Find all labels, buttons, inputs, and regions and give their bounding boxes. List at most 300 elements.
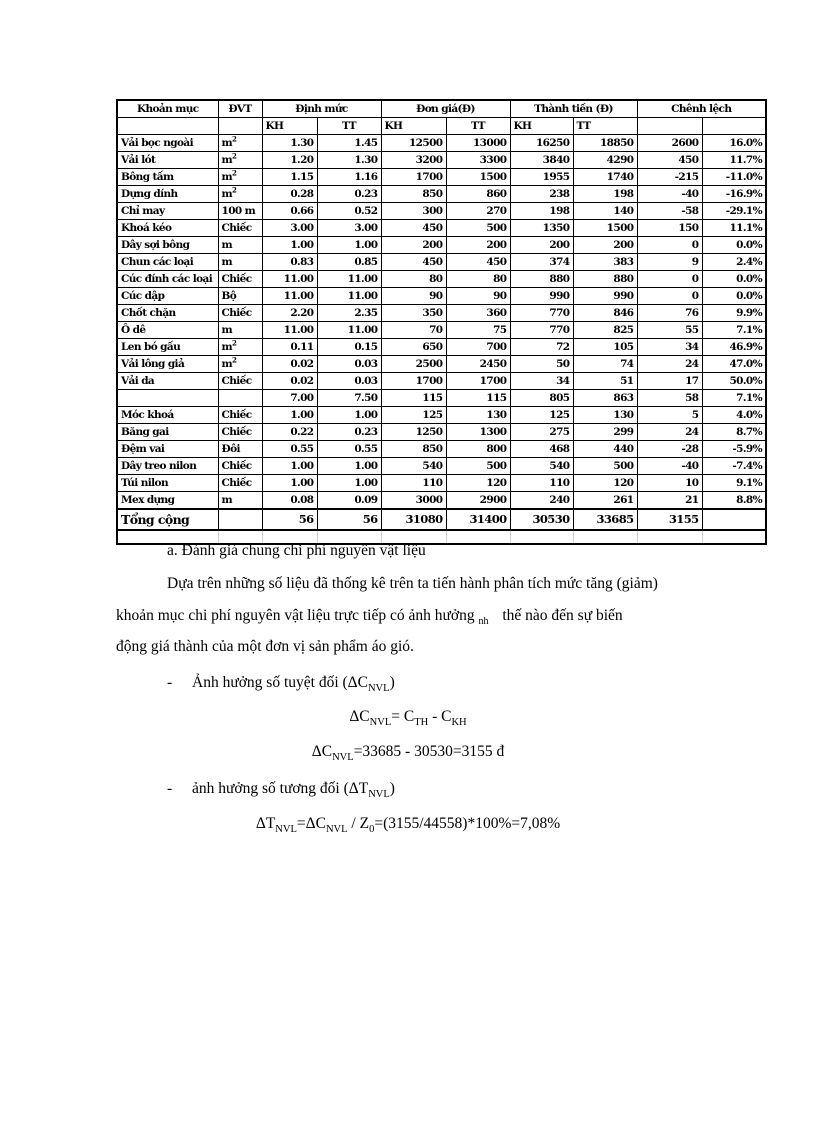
header-amount-kh: KH [510, 118, 573, 135]
price-kh-text: 1700 [415, 374, 443, 387]
amount-tt-text: 299 [613, 425, 634, 438]
diff-percent-text: 16.0% [729, 136, 762, 149]
item-name-text: Túi nilon [121, 476, 168, 489]
cell-amount-tt [573, 339, 637, 356]
cell-price-kh [381, 288, 446, 305]
norm-kh-text: 2.20 [290, 306, 314, 319]
amount-tt-text: 846 [613, 306, 634, 319]
cell-diff-percent [702, 237, 766, 254]
table-row [117, 407, 766, 424]
cell-diff-percent [702, 152, 766, 169]
norm-tt-text: 7.50 [354, 391, 378, 404]
formula-1-mid: = C [391, 708, 415, 725]
cell-norm-kh [262, 492, 317, 510]
cell-amount-kh [510, 339, 573, 356]
cell-price-kh [381, 475, 446, 492]
norm-kh-text: 0.83 [290, 255, 314, 268]
amount-kh-text: 240 [549, 493, 570, 506]
amount-kh-text: 72 [556, 340, 570, 353]
cell-diff-value [637, 390, 702, 407]
cell-norm-kh [262, 339, 317, 356]
table-row [117, 305, 766, 322]
price-kh-text: 115 [422, 391, 443, 404]
price-kh-text: 70 [429, 323, 443, 336]
header-amount: Thành tiền (Đ) [510, 100, 637, 118]
cell-price-kh [381, 237, 446, 254]
amount-tt-text: 198 [613, 187, 634, 200]
diff-value-text: -40 [681, 187, 699, 200]
table-row [117, 186, 766, 203]
cell-diff-percent [702, 169, 766, 186]
amount-tt-text: 863 [613, 391, 634, 404]
paragraph-line-2-b: thế nào đến sự biến [502, 607, 623, 624]
item-name-text: Dựng dính [121, 187, 178, 200]
item-unit-text: m [221, 153, 233, 166]
norm-kh-text: 0.66 [290, 204, 314, 217]
norm-tt-text: 11.00 [347, 272, 378, 285]
price-tt-text: 75 [493, 323, 507, 336]
header-price: Đơn giá(Đ) [381, 100, 510, 118]
item-unit-text: m [221, 357, 233, 370]
total-price-kh: 31080 [381, 509, 446, 530]
norm-tt-text: 1.00 [354, 408, 378, 421]
cell-item-name [117, 203, 218, 220]
header-blank [117, 118, 218, 135]
cell-diff-value [637, 203, 702, 220]
cell-price-kh [381, 390, 446, 407]
norm-tt-text: 0.55 [354, 442, 378, 455]
norm-kh-text: 11.00 [283, 272, 314, 285]
cell-diff-percent [702, 424, 766, 441]
item-name-text: Cúc đính các loại [121, 272, 213, 285]
price-kh-text: 110 [422, 476, 443, 489]
cell-diff-percent [702, 254, 766, 271]
header-price-tt: TT [446, 118, 510, 135]
cell-item-unit [218, 152, 262, 169]
cell-norm-tt [317, 407, 381, 424]
item-unit-text: m [221, 238, 233, 251]
cell-norm-kh [262, 203, 317, 220]
cell-price-kh [381, 356, 446, 373]
price-kh-text: 2500 [415, 357, 443, 370]
formula-3-b-sub: NVL [325, 824, 348, 836]
cell-diff-value [637, 305, 702, 322]
norm-tt-text: 0.23 [354, 425, 378, 438]
cell-amount-kh [510, 424, 573, 441]
cell-item-unit [218, 254, 262, 271]
item-unit-text: Chiếc [221, 374, 252, 387]
norm-tt-text: 1.00 [354, 476, 378, 489]
price-kh-text: 3200 [415, 153, 443, 166]
diff-value-text: 2600 [671, 136, 699, 149]
cell-item-unit [218, 169, 262, 186]
cell-norm-tt [317, 322, 381, 339]
amount-kh-text: 540 [549, 459, 570, 472]
header-amount-tt: TT [573, 118, 637, 135]
item-unit-text: Chiếc [221, 425, 252, 438]
absolute-effect-label [192, 674, 395, 694]
amount-tt-text: 105 [613, 340, 634, 353]
cell-amount-kh [510, 407, 573, 424]
cell-amount-kh [510, 254, 573, 271]
cell-diff-percent [702, 203, 766, 220]
cell-diff-percent [702, 288, 766, 305]
cell-price-tt [446, 458, 510, 475]
cell-price-kh [381, 373, 446, 390]
price-tt-text: 200 [486, 238, 507, 251]
amount-kh-text: 125 [549, 408, 570, 421]
absolute-effect-text: Ảnh hưởng số tuyệt đối (ΔC [192, 674, 368, 691]
diff-value-text: 55 [685, 323, 699, 336]
price-kh-text: 350 [422, 306, 443, 319]
absolute-effect-sub: NVL [367, 683, 390, 695]
cell-amount-kh [510, 169, 573, 186]
price-tt-text: 1500 [479, 170, 507, 183]
item-name-text: Cúc dập [121, 289, 165, 302]
cell-amount-tt [573, 356, 637, 373]
price-tt-text: 450 [486, 255, 507, 268]
formula-delta-c-value [0, 743, 816, 763]
cell-diff-value [637, 339, 702, 356]
table-row [117, 339, 766, 356]
cell-price-kh [381, 135, 446, 152]
item-unit-text: 100 m [221, 204, 256, 217]
cell-item-unit [218, 407, 262, 424]
cell-diff-percent [702, 322, 766, 339]
norm-kh-text: 1.00 [290, 408, 314, 421]
price-tt-text: 2900 [479, 493, 507, 506]
item-unit-text: m [221, 170, 233, 183]
cell-norm-kh [262, 424, 317, 441]
diff-percent-text: 4.0% [736, 408, 762, 421]
total-label: Tổng cộng [117, 509, 218, 530]
formula-1-mid-sub: TH [414, 717, 429, 729]
item-unit-text: m [221, 136, 233, 149]
formula-3-a-sub: NVL [275, 824, 297, 836]
header-row-1 [117, 100, 766, 118]
cell-price-tt [446, 305, 510, 322]
cell-norm-tt [317, 135, 381, 152]
header-norm: Định mức [262, 100, 381, 118]
norm-kh-text: 11.00 [283, 289, 314, 302]
diff-value-text: 0 [691, 289, 699, 302]
cell-norm-tt [317, 254, 381, 271]
cell-item-name [117, 390, 218, 407]
item-unit-text: Chiếc [221, 221, 252, 234]
cell-diff-percent [702, 407, 766, 424]
diff-value-text: 0 [691, 238, 699, 251]
cell-amount-tt [573, 322, 637, 339]
item-unit-text: Chiếc [221, 476, 252, 489]
cell-amount-kh [510, 373, 573, 390]
cell-price-tt [446, 271, 510, 288]
amount-tt-text: 440 [613, 442, 634, 455]
cell-price-kh [381, 152, 446, 169]
norm-tt-text: 1.00 [354, 459, 378, 472]
amount-kh-text: 1350 [542, 221, 570, 234]
norm-tt-text: 11.00 [347, 323, 378, 336]
cell-diff-value [637, 424, 702, 441]
cell-amount-kh [510, 458, 573, 475]
item-unit-text: m [221, 323, 233, 336]
diff-percent-text: 9.1% [736, 476, 762, 489]
cell-price-tt [446, 441, 510, 458]
cell-amount-kh [510, 237, 573, 254]
cell-item-unit [218, 458, 262, 475]
cell-diff-value [637, 169, 702, 186]
cell-diff-value [637, 186, 702, 203]
amount-tt-text: 74 [620, 357, 634, 370]
price-tt-text: 360 [486, 306, 507, 319]
table-row [117, 135, 766, 152]
cell-amount-kh [510, 220, 573, 237]
norm-kh-text: 1.00 [290, 459, 314, 472]
amount-kh-text: 468 [549, 442, 570, 455]
cell-item-unit [218, 441, 262, 458]
cell-price-tt [446, 390, 510, 407]
amount-tt-text: 1500 [606, 221, 634, 234]
table-row [117, 475, 766, 492]
item-unit-text: Chiếc [221, 408, 252, 421]
item-unit-text: m [221, 340, 233, 353]
cell-norm-tt [317, 475, 381, 492]
table-row [117, 424, 766, 441]
unit-superscript: 2 [232, 134, 237, 143]
diff-value-text: 17 [685, 374, 699, 387]
amount-tt-text: 4290 [606, 153, 634, 166]
diff-value-text: 24 [685, 357, 699, 370]
price-kh-text: 90 [429, 289, 443, 302]
cell-item-name [117, 356, 218, 373]
cell-diff-percent [702, 458, 766, 475]
price-tt-text: 80 [493, 272, 507, 285]
paragraph-line-1: Dựa trên những số liệu đã thống kê trên ta tiến hành phân tích mức tăng (giảm) [167, 575, 658, 592]
cell-item-unit [218, 186, 262, 203]
diff-value-text: 34 [685, 340, 699, 353]
cell-price-kh [381, 492, 446, 510]
norm-tt-text: 0.09 [354, 493, 378, 506]
cell-diff-percent [702, 441, 766, 458]
cell-item-name [117, 152, 218, 169]
paragraph-line-2 [116, 607, 623, 627]
item-unit-text: Đôi [221, 442, 240, 455]
cell-norm-tt [317, 203, 381, 220]
cell-amount-tt [573, 135, 637, 152]
amount-tt-text: 18850 [599, 136, 634, 149]
cell-item-unit [218, 424, 262, 441]
cell-amount-tt [573, 152, 637, 169]
norm-kh-text: 1.15 [290, 170, 314, 183]
cell-item-name [117, 305, 218, 322]
paragraph-line-2-sub: nh [478, 616, 489, 627]
amount-kh-text: 198 [549, 204, 570, 217]
cell-item-unit [218, 356, 262, 373]
cell-amount-tt [573, 186, 637, 203]
cell-item-name [117, 441, 218, 458]
relative-effect-sub: NVL [368, 789, 390, 801]
cell-amount-tt [573, 288, 637, 305]
cell-diff-percent [702, 475, 766, 492]
cell-item-name [117, 220, 218, 237]
item-name-text: Chốt chặn [121, 306, 176, 319]
cell-item-unit [218, 220, 262, 237]
cell-amount-kh [510, 475, 573, 492]
cell-amount-kh [510, 441, 573, 458]
cell-amount-tt [573, 169, 637, 186]
amount-kh-text: 50 [556, 357, 570, 370]
price-kh-text: 850 [422, 187, 443, 200]
unit-superscript: 2 [232, 338, 237, 347]
total-amount-kh: 30530 [510, 509, 573, 530]
amount-tt-text: 500 [613, 459, 634, 472]
amount-tt-text: 1740 [606, 170, 634, 183]
cell-item-name [117, 407, 218, 424]
cell-price-kh [381, 458, 446, 475]
item-name-text: Khoá kéo [121, 221, 172, 234]
cell-diff-percent [702, 305, 766, 322]
unit-superscript: 2 [232, 151, 237, 160]
cell-amount-kh [510, 288, 573, 305]
cell-amount-tt [573, 220, 637, 237]
price-tt-text: 500 [486, 221, 507, 234]
cell-amount-tt [573, 475, 637, 492]
cell-norm-kh [262, 373, 317, 390]
norm-tt-text: 0.23 [354, 187, 378, 200]
diff-value-text: -58 [681, 204, 699, 217]
norm-tt-text: 3.00 [354, 221, 378, 234]
item-unit-text: Chiếc [221, 272, 252, 285]
price-kh-text: 1700 [415, 170, 443, 183]
cell-norm-tt [317, 373, 381, 390]
norm-kh-text: 3.00 [290, 221, 314, 234]
cell-price-kh [381, 203, 446, 220]
price-kh-text: 200 [422, 238, 443, 251]
cell-price-tt [446, 237, 510, 254]
item-name-text: Băng gai [121, 425, 169, 438]
table-row [117, 458, 766, 475]
formula-2-rest: =33685 - 30530=3155 đ [353, 743, 505, 760]
diff-percent-text: 0.0% [736, 272, 762, 285]
cell-amount-tt [573, 305, 637, 322]
norm-kh-text: 1.00 [290, 238, 314, 251]
unit-superscript: 2 [232, 355, 237, 364]
price-tt-text: 13000 [472, 136, 507, 149]
cell-price-kh [381, 254, 446, 271]
formula-delta-c [0, 708, 816, 728]
table-row [117, 492, 766, 510]
diff-value-text: 5 [691, 408, 699, 421]
cell-item-name [117, 254, 218, 271]
cell-norm-kh [262, 288, 317, 305]
formula-3-c: / Z [347, 815, 370, 832]
paragraph-line-2-a: khoản mục chi phí nguyên vật liệu trực tiếp có ảnh hưởng [116, 607, 475, 624]
table-row [117, 152, 766, 169]
cell-amount-tt [573, 237, 637, 254]
cell-norm-tt [317, 152, 381, 169]
norm-kh-text: 1.20 [290, 153, 314, 166]
cell-price-tt [446, 254, 510, 271]
amount-tt-text: 261 [613, 493, 634, 506]
cell-item-unit [218, 492, 262, 510]
cell-item-name [117, 271, 218, 288]
table-row [117, 169, 766, 186]
unit-superscript: 2 [232, 185, 237, 194]
amount-kh-text: 238 [549, 187, 570, 200]
table-row [117, 390, 766, 407]
cell-item-unit [218, 475, 262, 492]
total-unit [218, 509, 262, 530]
norm-tt-text: 1.45 [354, 136, 378, 149]
price-kh-text: 3000 [415, 493, 443, 506]
diff-value-text: 150 [678, 221, 699, 234]
amount-tt-text: 825 [613, 323, 634, 336]
diff-percent-text: 47.0% [729, 357, 762, 370]
cell-item-name [117, 339, 218, 356]
cell-item-name [117, 186, 218, 203]
item-name-text: Dây sợi bông [121, 238, 190, 251]
amount-tt-text: 880 [613, 272, 634, 285]
table-row [117, 271, 766, 288]
header-item: Khoản mục [117, 100, 218, 118]
table-row [117, 322, 766, 339]
cell-item-unit [218, 203, 262, 220]
table-row [117, 203, 766, 220]
diff-value-text: 58 [685, 391, 699, 404]
cell-norm-kh [262, 254, 317, 271]
cell-item-unit [218, 135, 262, 152]
cell-norm-kh [262, 169, 317, 186]
amount-kh-text: 275 [549, 425, 570, 438]
cell-norm-tt [317, 237, 381, 254]
formula-1-left: ΔC [349, 708, 370, 725]
amount-kh-text: 374 [549, 255, 570, 268]
cell-price-tt [446, 203, 510, 220]
cell-diff-value [637, 220, 702, 237]
cell-item-name [117, 458, 218, 475]
cell-price-tt [446, 373, 510, 390]
diff-value-text: -40 [681, 459, 699, 472]
cell-amount-tt [573, 458, 637, 475]
cell-diff-percent [702, 186, 766, 203]
cell-norm-kh [262, 322, 317, 339]
header-price-kh: KH [381, 118, 446, 135]
cell-diff-value [637, 288, 702, 305]
formula-1-right-sub: KH [451, 717, 467, 729]
amount-kh-text: 34 [556, 374, 570, 387]
cell-amount-tt [573, 203, 637, 220]
price-tt-text: 90 [493, 289, 507, 302]
norm-kh-text: 0.11 [290, 340, 314, 353]
paragraph-line-3: động giá thành của một đơn vị sản phẩm áo gió. [116, 638, 414, 655]
cell-norm-kh [262, 135, 317, 152]
item-unit-text: m [221, 187, 233, 200]
cell-price-kh [381, 220, 446, 237]
norm-tt-text: 1.16 [354, 170, 378, 183]
cell-item-name [117, 135, 218, 152]
header-blank [218, 118, 262, 135]
diff-percent-text: 0.0% [736, 289, 762, 302]
norm-kh-text: 11.00 [283, 323, 314, 336]
cell-norm-tt [317, 424, 381, 441]
cell-item-name [117, 475, 218, 492]
diff-percent-text: 11.7% [729, 153, 762, 166]
cell-item-unit [218, 390, 262, 407]
cell-item-name [117, 424, 218, 441]
item-unit-text: m [221, 493, 233, 506]
price-tt-text: 115 [486, 391, 507, 404]
cell-price-tt [446, 152, 510, 169]
diff-percent-text: 8.7% [736, 425, 762, 438]
